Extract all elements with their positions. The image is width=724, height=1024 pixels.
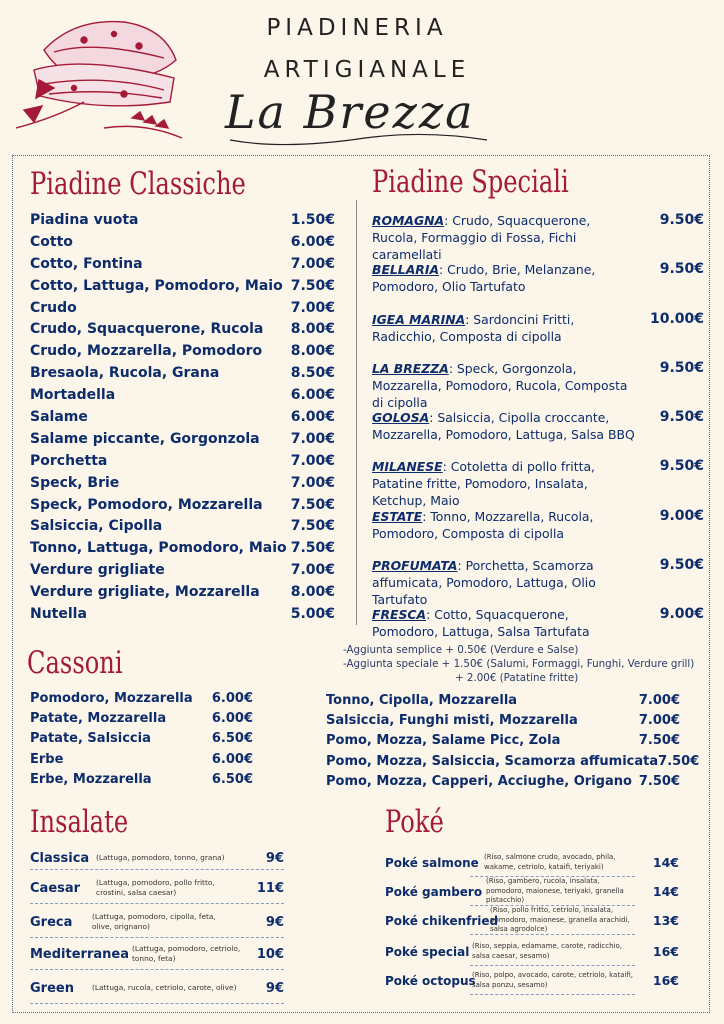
cassone-row [326,774,680,794]
menu-item-name: Tonno, Lattuga, Pomodoro, Maio [30,540,287,557]
cassone-name: Pomo, Mozza, Salame Picc, Zola [326,733,561,749]
poke-row [385,939,679,964]
menu-item-name: Speck, Brie [30,474,120,491]
poke-name: Poké gambero [385,884,483,899]
menu-item-name: Salame piccante, Gorgonzola [30,430,260,447]
poke-price: 16€ [652,944,679,959]
cassone-row [30,731,253,751]
cassone-name: Erbe [30,751,64,767]
special-item-price: 9.50€ [659,458,704,475]
menu-item-name: Cotto [30,233,73,250]
special-item-text [372,557,637,606]
poke-price: 14€ [652,884,679,899]
cassone-price: 6.00€ [211,691,253,706]
menu-item-name: Cotto, Lattuga, Pomodoro, Maio [30,277,283,294]
special-item-name: ROMAGNA [372,213,445,228]
insalata-name: Green [30,980,74,996]
special-item-text [372,508,637,557]
menu-item-name: Nutella [30,606,87,623]
script-underline-flourish [225,120,495,150]
special-item-text [372,311,637,360]
menu-item-price: 8.00€ [290,584,335,601]
poke-row [385,908,679,933]
special-item-name: PROFUMATA [372,558,458,574]
dashed-separator [30,937,284,938]
menu-item-row [30,300,335,322]
cassone-name: Pomodoro, Mozzarella [30,691,193,706]
poke-title: Poké [385,804,444,840]
menu-item-row [30,278,335,300]
special-item-row [372,212,704,261]
menu-item-price: 6.00€ [290,387,335,404]
cassone-row [326,753,700,774]
cassone-price: 6.00€ [211,711,253,727]
special-item-name: IGEA MARINA [372,311,466,327]
classiche-list [30,212,335,628]
brand-script-logo: La Brezza [225,85,475,139]
cassone-name: Pomo, Mozza, Salsiccia, Scamorza affumicata [326,753,659,769]
menu-item-row [30,343,335,365]
insalata-row [30,874,284,902]
insalata-desc: (Lattuga, pomodoro, cipolla, feta, olive, orignano) [92,912,216,931]
insalata-row [30,848,284,868]
menu-item-name: Cotto, Fontina [30,255,143,272]
menu-item-price: 7.00€ [290,430,335,447]
special-item-row [372,508,704,557]
special-item-price: 10.00€ [649,310,704,327]
menu-item-price: 6.00€ [290,233,335,250]
menu-item-name: Piadina vuota [30,212,139,228]
menu-item-price: 7.50€ [290,277,335,294]
poke-name: Poké octopus [385,973,476,988]
poke-desc: (Riso, polpo, avocado, carote, cetriolo, kataifi, salsa ponzu, sesamo) [472,971,633,989]
insalata-desc: (Lattuga, pomodoro, cetriolo, tonno, feta) [132,944,241,963]
menu-item-row [30,212,335,234]
special-item-name: ESTATE [372,508,423,524]
special-item-desc: : Salsiccia, Cipolla croccante, Mozzarella, Pomodoro, Lattuga, Salsa BBQ [372,410,635,443]
menu-item-name: Salsiccia, Cipolla [30,518,163,535]
menu-item-row [30,497,335,519]
menu-item-name: Verdure grigliate, Mozzarella [30,584,260,601]
cassone-name: Patate, Mozzarella [30,711,167,727]
special-item-row [372,261,704,310]
menu-item-name: Salame [30,409,88,426]
insalate-title: Insalate [30,804,129,840]
cassone-row [326,693,680,713]
dashed-separator [470,934,635,935]
menu-item-price: 1.50€ [290,212,335,228]
menu-item-row [30,387,335,409]
column-divider [356,200,357,625]
cassone-price: 6.00€ [211,751,253,767]
menu-item-name: Mortadella [30,387,116,404]
special-item-row [372,458,704,507]
special-item-text [372,212,637,261]
insalata-price: 9€ [265,850,284,866]
dashed-separator [30,969,284,970]
special-item-price: 9.00€ [659,507,704,524]
extra-note-1: -Aggiunta semplice + 0.50€ (Verdure e Salse) [343,644,579,656]
cassone-price: 6.50€ [211,771,253,787]
cassone-price: 7.50€ [638,773,680,789]
cassone-price: 7.50€ [658,753,700,769]
special-item-name: LA BREZZA [372,360,449,376]
special-item-row [372,409,704,458]
cassone-row [30,691,253,711]
menu-item-price: 7.00€ [290,452,335,469]
special-item-name: GOLOSA [372,410,430,426]
cassone-name: Erbe, Mozzarella [30,771,152,787]
poke-desc: (Riso, pollo fritto, cetriolo, insalata, pomodoro, maionese, granella arachidi, salsa agrodolce) [490,906,630,934]
menu-item-price: 8.50€ [290,365,335,382]
cassone-price: 7.00€ [638,713,680,729]
special-item-name: BELLARIA [372,262,440,278]
cassoni-right-list [326,693,700,794]
menu-item-row [30,409,335,431]
insalata-row [30,940,284,968]
poke-price: 16€ [652,973,679,988]
insalata-price: 11€ [256,880,284,896]
special-item-price: 9.50€ [659,212,704,228]
menu-item-price: 7.50€ [290,540,335,557]
menu-item-price: 5.00€ [290,606,335,623]
special-item-price: 9.50€ [659,359,704,376]
poke-row [385,879,679,904]
cassone-price: 6.50€ [211,731,253,747]
poke-name: Poké salmone [385,855,479,870]
menu-item-row [30,234,335,256]
menu-item-name: Crudo [30,299,77,316]
speciali-list [372,212,704,656]
insalata-name: Mediterranea [30,946,129,962]
special-item-row [372,360,704,409]
menu-item-price: 6.00€ [290,409,335,426]
special-item-row [372,311,704,360]
insalata-desc: (Lattuga, pomodoro, pollo fritto, crostini, salsa caesar) [96,878,215,897]
insalata-row [30,908,284,936]
extra-note-3: + 2.00€ (Patatine fritte) [455,672,579,684]
brand-line-2: ARTIGIANALE [263,57,471,83]
special-item-name: FRESCA [372,607,427,623]
special-item-price: 9.00€ [659,606,704,623]
menu-item-row [30,365,335,387]
insalata-name: Classica [30,850,90,866]
menu-item-price: 7.00€ [290,562,335,579]
insalata-name: Caesar [30,880,81,896]
special-item-text [372,261,637,310]
insalata-price: 9€ [265,914,284,930]
special-item-text [372,458,637,507]
special-item-price: 9.50€ [659,557,704,574]
menu-item-row [30,540,335,562]
poke-name: Poké special [385,944,470,959]
special-item-desc: : Tonno, Mozzarella, Rucola, Pomodoro, Composta di cipolla [372,508,594,541]
menu-item-price: 7.00€ [290,299,335,316]
cassone-row [30,752,253,772]
poke-row [385,850,679,875]
insalata-desc: (Lattuga, rucola, cetriolo, carote, olive) [92,983,237,992]
menu-item-row [30,518,335,540]
insalata-price: 9€ [265,980,284,996]
menu-item-row [30,453,335,475]
insalata-desc: (Lattuga, pomodoro, tonno, grana) [96,853,225,862]
menu-item-name: Verdure grigliate [30,562,165,579]
cassone-price: 7.00€ [638,693,680,708]
special-item-text [372,360,637,409]
cassoni-title: Cassoni [27,645,123,681]
menu-item-row [30,475,335,497]
menu-item-name: Crudo, Mozzarella, Pomodoro [30,343,263,360]
menu-item-row [30,431,335,453]
menu-item-row [30,562,335,584]
poke-price: 13€ [652,913,679,928]
menu-item-price: 7.00€ [290,255,335,272]
extra-note-2: -Aggiunta speciale + 1.50€ (Salumi, Formaggi, Funghi, Verdure grill) [343,658,695,670]
dashed-separator [30,869,284,870]
dashed-separator [470,965,635,966]
speciali-title: Piadine Speciali [372,164,569,200]
cassone-row [30,711,253,731]
menu-item-row [30,584,335,606]
insalata-price: 10€ [256,946,284,962]
dashed-separator [470,994,635,995]
cassone-name: Salsiccia, Funghi misti, Mozzarella [326,713,578,729]
menu-item-name: Bresaola, Rucola, Grana [30,365,220,382]
menu-item-name: Crudo, Squacquerone, Rucola [30,321,264,338]
special-item-row [372,557,704,606]
menu-item-row [30,321,335,343]
poke-desc: (Riso, salmone crudo, avocado, phila, wakame, cetriolo, kataifi, teriyaki) [484,853,616,871]
menu-item-price: 7.50€ [290,496,335,513]
brand-line-1: PIADINERIA [266,15,448,41]
insalata-name: Greca [30,914,73,930]
cassone-name: Tonno, Cipolla, Mozzarella [326,693,518,708]
special-item-text [372,409,637,458]
menu-item-name: Porchetta [30,452,108,469]
cassone-name: Pomo, Mozza, Capperi, Acciughe, Origano [326,773,632,789]
special-item-desc: : Sardoncini Fritti, Radicchio, Composta di cipolla [372,311,575,344]
poke-row [385,968,679,993]
dashed-separator [30,1003,284,1004]
poke-price: 14€ [652,855,679,870]
special-item-desc: : Crudo, Squacquerone, Rucola, Formaggio di Fossa, Fichi caramellati [372,213,591,262]
poke-desc: (Riso, seppia, edamame, carote, radicchio, salsa caesar, sesamo) [472,942,622,960]
menu-item-price: 8.00€ [290,321,335,338]
menu-item-price: 7.00€ [290,474,335,491]
menu-item-name: Speck, Pomodoro, Mozzarella [30,496,263,513]
menu-item-row [30,606,335,628]
special-item-name: MILANESE [372,459,443,475]
menu-item-price: 7.50€ [290,518,335,535]
insalata-row [30,974,284,1002]
cassone-row [326,713,680,733]
cassone-row [326,733,680,753]
dashed-separator [30,903,284,904]
special-item-desc: : Speck, Gorgonzola, Mozzarella, Pomodoro, Rucola, Composta di cipolla [372,360,628,410]
special-item-desc: : Crudo, Brie, Melanzane, Pomodoro, Olio Tartufato [372,262,596,295]
special-item-price: 9.50€ [659,261,704,278]
cassoni-left-list [30,691,253,792]
menu-item-price: 8.00€ [290,343,335,360]
special-item-desc: : Cotto, Squacquerone, Pomodoro, Lattuga, Salsa Tartufata [372,607,590,640]
cassone-row [30,772,253,792]
poke-desc: (Riso, gambero, rucola, insalata, pomodoro, maionese, teriyaki, granella pistacchio) [486,877,624,905]
cassone-name: Patate, Salsiccia [30,731,151,747]
special-item-desc: : Porchetta, Scamorza affumicata, Pomodoro, Lattuga, Olio Tartufato [372,558,596,608]
classiche-title: Piadine Classiche [30,166,246,202]
menu-item-row [30,256,335,278]
poke-name: Poké chikenfried [385,913,499,928]
special-item-desc: : Cotoletta di pollo fritta, Patatine fritte, Pomodoro, Insalata, Ketchup, Maio [372,459,595,509]
special-item-price: 9.50€ [659,409,704,426]
cassone-price: 7.50€ [638,733,680,749]
